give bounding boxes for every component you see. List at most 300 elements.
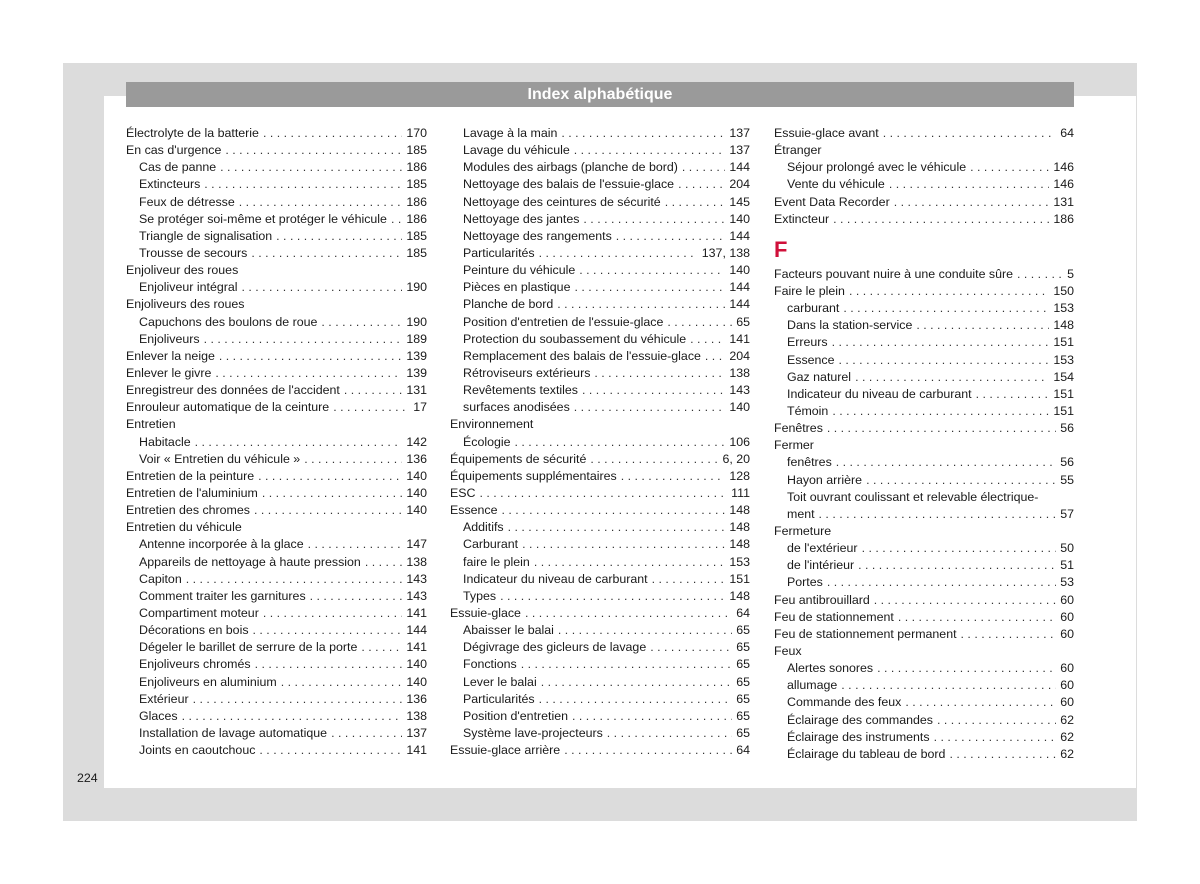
dot-leader: [204, 331, 403, 348]
entry-term: Peinture du véhicule: [463, 263, 576, 278]
dot-leader: [934, 729, 1057, 746]
index-entry: [774, 369, 1074, 386]
dot-leader: [836, 454, 1056, 471]
entry-term: Système lave-projecteurs: [463, 725, 603, 740]
entry-page-ref: 153: [729, 554, 750, 569]
dot-leader: [832, 334, 1050, 351]
entry-page-ref: 65: [736, 725, 750, 740]
entry-page-ref: 65: [736, 314, 750, 329]
index-entry: [450, 279, 750, 296]
entry-term: Lever le balai: [463, 674, 537, 689]
entry-page-ref: 62: [1060, 729, 1074, 744]
entry-page-ref: 5: [1067, 266, 1074, 281]
index-entry: [774, 317, 1074, 334]
entry-term: Écologie: [463, 434, 511, 449]
entry-term: Fermeture: [774, 523, 832, 538]
entry-page-ref: 137: [729, 126, 750, 140]
index-entry: [126, 348, 427, 365]
entry-term: Décorations en bois: [139, 623, 249, 638]
dot-leader: [186, 571, 403, 588]
index-entry: [450, 451, 750, 468]
entry-page-ref: 57: [1060, 506, 1074, 521]
entry-page-ref: 185: [406, 177, 427, 192]
index-entry: [126, 571, 427, 588]
entry-term: Cas de panne: [139, 160, 217, 175]
entry-term: Feu antibrouillard: [774, 592, 870, 607]
entry-page-ref: 53: [1060, 575, 1074, 590]
entry-page-ref: 142: [406, 434, 427, 449]
index-entry: [774, 712, 1074, 729]
dot-leader: [682, 159, 725, 176]
index-entry: [450, 365, 750, 382]
dot-leader: [391, 211, 402, 228]
dot-leader: [276, 228, 402, 245]
dot-leader: [220, 159, 402, 176]
dot-leader: [308, 536, 403, 553]
index-entry: [774, 211, 1074, 228]
entry-page-ref: 51: [1060, 558, 1074, 573]
entry-page-ref: 140: [406, 485, 427, 500]
index-entry: [126, 331, 427, 348]
entry-term: Éclairage du tableau de bord: [787, 746, 946, 761]
entry-page-ref: 140: [729, 211, 750, 226]
index-entry: [450, 502, 750, 519]
entry-page-ref: 138: [406, 708, 427, 723]
entry-page-ref: 65: [736, 657, 750, 672]
entry-term: Position d'entretien: [463, 708, 568, 723]
index-entry: [450, 296, 750, 313]
index-entry: [126, 605, 427, 622]
entry-term: Enjoliveurs: [139, 331, 200, 346]
index-entry: [774, 334, 1074, 351]
entry-page-ref: 141: [406, 743, 427, 758]
entry-term: Fermer: [774, 438, 814, 453]
entry-term: fenêtres: [787, 455, 832, 470]
dot-leader: [843, 300, 1049, 317]
index-entry: [450, 228, 750, 245]
index-entry: [126, 365, 427, 382]
entry-page-ref: 185: [406, 245, 427, 260]
dot-leader: [239, 194, 403, 211]
entry-term: Essuie-glace avant: [774, 126, 879, 140]
dot-leader: [949, 746, 1056, 763]
index-entry: [450, 348, 750, 365]
entry-term: Équipements supplémentaires: [450, 468, 617, 483]
dot-leader: [251, 245, 402, 262]
index-entry: [126, 314, 427, 331]
dot-leader: [304, 451, 402, 468]
dot-leader: [321, 314, 402, 331]
entry-page-ref: 65: [736, 640, 750, 655]
dot-leader: [344, 382, 402, 399]
entry-page-ref: 111: [731, 485, 750, 500]
entry-term: Protection du soubassement du véhicule: [463, 331, 687, 346]
index-entry: [774, 540, 1074, 557]
dot-leader: [534, 554, 726, 571]
index-entry: [450, 708, 750, 725]
index-entry: [450, 434, 750, 451]
dot-leader: [827, 574, 1056, 591]
entry-page-ref: 56: [1060, 421, 1074, 436]
entry-term: Étranger: [774, 143, 822, 158]
dot-leader: [525, 605, 732, 622]
section-letter: F: [774, 236, 788, 262]
dot-leader: [193, 691, 403, 708]
dot-leader: [574, 279, 725, 296]
entry-term: Extérieur: [139, 691, 189, 706]
dot-leader: [204, 176, 402, 193]
index-entry: [774, 643, 1074, 660]
entry-term: Équipements de sécurité: [450, 451, 587, 466]
index-entry: [774, 454, 1074, 471]
entry-page-ref: 143: [729, 383, 750, 398]
entry-page-ref: 140: [406, 674, 427, 689]
entry-page-ref: 144: [406, 623, 427, 638]
entry-page-ref: 144: [729, 160, 750, 175]
entry-term: Comment traiter les garnitures: [139, 588, 306, 603]
index-entry: [450, 639, 750, 656]
index-entry: [450, 691, 750, 708]
entry-term: Portes: [787, 575, 823, 590]
dot-leader: [582, 382, 725, 399]
entry-page-ref: 60: [1060, 661, 1074, 676]
entry-term: Entretien du véhicule: [126, 520, 242, 535]
entry-term: Essence: [787, 352, 835, 367]
entry-page-ref: 50: [1060, 541, 1074, 556]
index-entry: [774, 574, 1074, 591]
entry-term: Revêtements textiles: [463, 383, 579, 398]
index-entry: [774, 746, 1074, 763]
entry-term: Entretien des chromes: [126, 503, 250, 518]
dot-leader: [961, 626, 1057, 643]
entry-term: Hayon arrière: [787, 472, 863, 487]
index-entry: [126, 502, 427, 519]
index-entry: [126, 159, 427, 176]
entry-term: Toit ouvrant coulissant et relevable électrique-: [787, 489, 1039, 504]
entry-page-ref: 140: [406, 503, 427, 518]
entry-page-ref: 60: [1060, 626, 1074, 641]
index-entry: [126, 176, 427, 193]
entry-term: Remplacement des balais de l'essuie-glace: [463, 348, 701, 363]
index-entry: [126, 742, 427, 759]
entry-term: Se protéger soi-même et protéger le véhicule: [139, 211, 387, 226]
entry-page-ref: 64: [736, 743, 750, 758]
dot-leader: [331, 725, 402, 742]
entry-term: Particularités: [463, 691, 535, 706]
dot-leader: [259, 742, 402, 759]
index-entry: [774, 523, 1074, 540]
entry-term: En cas d'urgence: [126, 143, 222, 158]
dot-leader: [254, 502, 402, 519]
index-entry: [774, 352, 1074, 369]
dot-leader: [705, 348, 725, 365]
dot-leader: [855, 369, 1049, 386]
dot-leader: [1017, 266, 1063, 283]
index-entry: [450, 725, 750, 742]
index-entry: [126, 674, 427, 691]
entry-page-ref: 140: [406, 468, 427, 483]
entry-page-ref: 137: [729, 143, 750, 158]
dot-leader: [515, 434, 726, 451]
entry-page-ref: 140: [729, 400, 750, 415]
entry-page-ref: 148: [729, 588, 750, 603]
entry-term: Nettoyage des balais de l'essuie-glace: [463, 177, 675, 192]
entry-page-ref: 143: [406, 571, 427, 586]
entry-page-ref: 137: [406, 725, 427, 740]
entry-term: Séjour prolongé avec le véhicule: [787, 160, 967, 175]
dot-leader: [833, 211, 1049, 228]
entry-page-ref: 144: [729, 280, 750, 295]
entry-page-ref: 185: [406, 143, 427, 158]
index-entry: [126, 588, 427, 605]
dot-leader: [607, 725, 732, 742]
index-entry: [126, 485, 427, 502]
entry-page-ref: 140: [406, 657, 427, 672]
index-entry: [450, 485, 750, 502]
dot-leader: [574, 142, 726, 159]
entry-page-ref: 139: [406, 348, 427, 363]
entry-page-ref: 139: [406, 365, 427, 380]
entry-term: Pièces en plastique: [463, 280, 571, 295]
dot-leader: [665, 194, 726, 211]
entry-term: Feux: [774, 643, 802, 658]
dot-leader: [502, 502, 726, 519]
entry-term: Facteurs pouvant nuire à une conduite sûre: [774, 266, 1014, 281]
index-entry: [450, 605, 750, 622]
entry-page-ref: 189: [406, 331, 427, 346]
index-group-f: [774, 266, 1074, 763]
entry-term: Dégeler le barillet de serrure de la porte: [139, 640, 358, 655]
entry-term: Extincteurs: [139, 177, 201, 192]
index-entry: [126, 296, 427, 313]
index-entry: [126, 399, 427, 416]
index-entry: [450, 262, 750, 279]
entry-term: Dégivrage des gicleurs de lavage: [463, 640, 647, 655]
entry-term: Enregistreur des données de l'accident: [126, 383, 340, 398]
entry-term: Modules des airbags (planche de bord): [463, 160, 678, 175]
entry-term: Essence: [450, 503, 498, 518]
dot-leader: [263, 605, 402, 622]
entry-page-ref: 190: [406, 314, 427, 329]
dot-leader: [849, 283, 1049, 300]
page-title: Index alphabétique: [527, 86, 673, 103]
index-entry: [126, 262, 427, 279]
index-entry: [774, 626, 1074, 643]
entry-term: Éclairage des commandes: [787, 712, 934, 727]
dot-leader: [590, 451, 718, 468]
entry-term: Vente du véhicule: [787, 177, 885, 192]
dot-leader: [242, 279, 403, 296]
entry-term: allumage: [787, 678, 838, 693]
index-entry: [126, 554, 427, 571]
entry-page-ref: 185: [406, 228, 427, 243]
dot-leader: [258, 468, 402, 485]
dot-leader: [182, 708, 403, 725]
entry-page-ref: 64: [736, 605, 750, 620]
dot-leader: [898, 609, 1056, 626]
entry-term: Rétroviseurs extérieurs: [463, 365, 591, 380]
entry-term: Feu de stationnement permanent: [774, 626, 957, 641]
dot-leader: [970, 159, 1049, 176]
entry-term: Dans la station-service: [787, 318, 913, 333]
dot-leader: [839, 352, 1050, 369]
entry-term: Habitacle: [139, 434, 191, 449]
dot-leader: [262, 485, 402, 502]
index-entry: [774, 472, 1074, 489]
entry-term: Enjoliveurs chromés: [139, 657, 251, 672]
index-entry: [126, 125, 427, 142]
dot-leader: [219, 348, 402, 365]
entry-page-ref: 62: [1060, 712, 1074, 727]
entry-term: Installation de lavage automatique: [139, 725, 328, 740]
entry-term: Environnement: [450, 417, 534, 432]
dot-leader: [479, 485, 727, 502]
index-entry: [126, 194, 427, 211]
dot-leader: [841, 677, 1056, 694]
entry-term: Appareils de nettoyage à haute pression: [139, 554, 361, 569]
index-entry: [126, 416, 427, 433]
index-entry: [450, 125, 750, 142]
entry-page-ref: 148: [1053, 318, 1074, 333]
index-entry: [126, 245, 427, 262]
dot-leader: [361, 639, 402, 656]
entry-term: Extincteur: [774, 211, 830, 226]
dot-leader: [195, 434, 403, 451]
entry-page-ref: 136: [406, 691, 427, 706]
dot-leader: [905, 694, 1056, 711]
dot-leader: [522, 536, 725, 553]
entry-term: ment: [787, 506, 815, 521]
index-entry: [126, 519, 427, 536]
index-entry: [774, 660, 1074, 677]
index-entry: [450, 159, 750, 176]
entry-term: Feux de détresse: [139, 194, 235, 209]
entry-page-ref: 60: [1060, 609, 1074, 624]
entry-page-ref: 151: [1053, 386, 1074, 401]
entry-page-ref: 151: [1053, 403, 1074, 418]
dot-leader: [333, 399, 409, 416]
index-entry: [450, 519, 750, 536]
index-entry: [450, 176, 750, 193]
entry-page-ref: 144: [729, 228, 750, 243]
dot-leader: [621, 468, 726, 485]
entry-page-ref: 186: [406, 160, 427, 175]
entry-term: Faire le plein: [774, 283, 845, 298]
index-entry: [774, 266, 1074, 283]
dot-leader: [215, 365, 402, 382]
entry-page-ref: 138: [406, 554, 427, 569]
index-entry: [126, 468, 427, 485]
entry-page-ref: 140: [729, 263, 750, 278]
entry-term: Essuie-glace: [450, 605, 521, 620]
dot-leader: [594, 365, 725, 382]
dot-leader: [539, 245, 698, 262]
index-entry: [126, 639, 427, 656]
entry-page-ref: 138: [729, 365, 750, 380]
dot-leader: [819, 506, 1057, 523]
entry-page-ref: 6, 20: [722, 451, 750, 466]
entry-page-ref: 204: [729, 177, 750, 192]
dot-leader: [500, 588, 725, 605]
index-entry: [450, 245, 750, 262]
entry-page-ref: 150: [1053, 283, 1074, 298]
entry-page-ref: 148: [729, 537, 750, 552]
entry-page-ref: 141: [729, 331, 750, 346]
dot-leader: [253, 622, 403, 639]
dot-leader: [858, 557, 1056, 574]
entry-term: carburant: [787, 301, 840, 316]
index-entry: [774, 176, 1074, 193]
entry-term: Erreurs: [787, 335, 828, 350]
entry-term: Lavage à la main: [463, 126, 558, 140]
index-entry: [450, 674, 750, 691]
entry-page-ref: 145: [729, 194, 750, 209]
entry-term: Nettoyage des jantes: [463, 211, 580, 226]
index-entry: [774, 437, 1074, 454]
entry-term: Fenêtres: [774, 421, 823, 436]
entry-page-ref: 147: [406, 537, 427, 552]
index-entry: [450, 536, 750, 553]
entry-term: Compartiment moteur: [139, 605, 259, 620]
index-entry: [774, 125, 1074, 142]
entry-page-ref: 56: [1060, 455, 1074, 470]
dot-leader: [877, 660, 1056, 677]
entry-page-ref: 148: [729, 520, 750, 535]
index-entry: [774, 386, 1074, 403]
entry-term: Éclairage des instruments: [787, 729, 930, 744]
dot-leader: [558, 622, 732, 639]
entry-term: Abaisser le balai: [463, 623, 554, 638]
dot-leader: [874, 592, 1056, 609]
index-entry: [450, 331, 750, 348]
entry-page-ref: 65: [736, 708, 750, 723]
entry-page-ref: 153: [1053, 301, 1074, 316]
index-entry: [126, 691, 427, 708]
entry-term: Capiton: [139, 571, 182, 586]
index-entry: [774, 694, 1074, 711]
entry-term: Event Data Recorder: [774, 194, 890, 209]
entry-page-ref: 141: [406, 605, 427, 620]
entry-term: Alertes sonores: [787, 661, 874, 676]
index-entry: [126, 142, 427, 159]
index-entry: [774, 420, 1074, 437]
index-entry: [774, 300, 1074, 317]
entry-page-ref: 136: [406, 451, 427, 466]
entry-term: Enlever la neige: [126, 348, 215, 363]
index-entry: [126, 434, 427, 451]
entry-page-ref: 204: [729, 348, 750, 363]
index-entry: [126, 382, 427, 399]
dot-leader: [690, 331, 725, 348]
index-entry: [450, 622, 750, 639]
entry-page-ref: 154: [1053, 369, 1074, 384]
entry-term: Lavage du véhicule: [463, 143, 570, 158]
dot-leader: [310, 588, 403, 605]
dot-leader: [583, 211, 725, 228]
dot-leader: [508, 519, 726, 536]
entry-page-ref: 143: [406, 588, 427, 603]
dot-leader: [263, 125, 402, 142]
entry-term: Glaces: [139, 708, 178, 723]
index-entry: [126, 622, 427, 639]
dot-leader: [916, 317, 1049, 334]
index-entry: [774, 557, 1074, 574]
entry-page-ref: 131: [406, 383, 427, 398]
dot-leader: [832, 403, 1049, 420]
index-entry: [126, 211, 427, 228]
index-entry: [126, 451, 427, 468]
entry-page-ref: 137, 138: [701, 245, 750, 260]
